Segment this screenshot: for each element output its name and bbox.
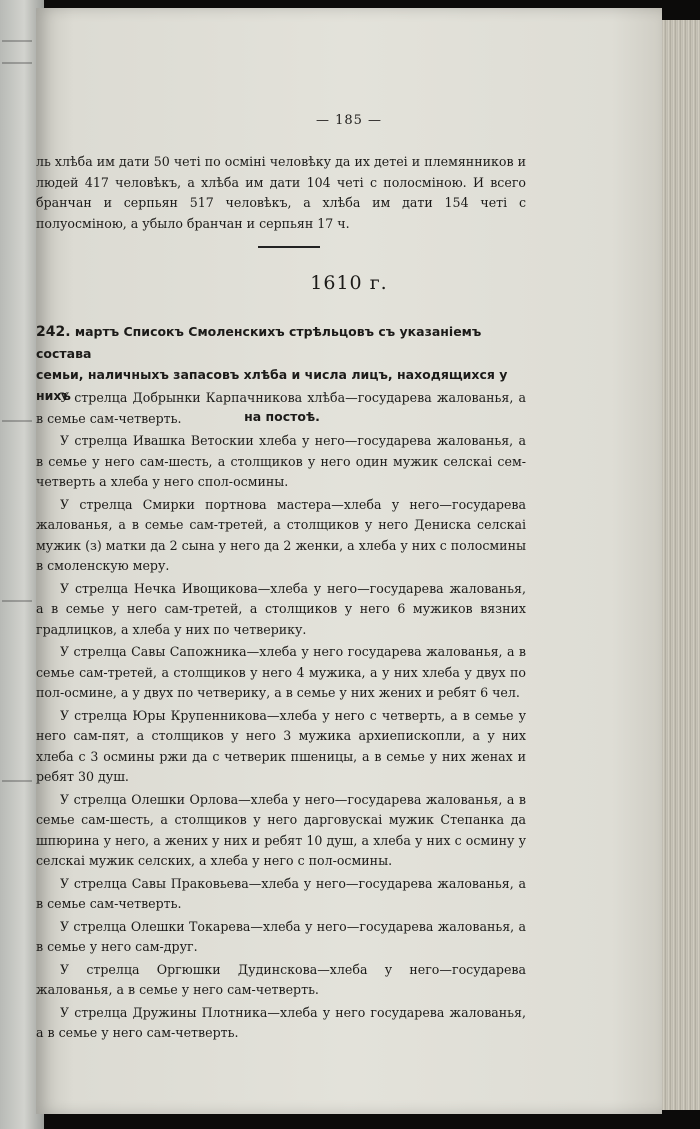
entry-paragraph: У стрелца Савы Сапожника—хлеба у него государева жалованья, а в семье сам-третей, а столщиков у него 4 мужика, а у них хлеба у двух по пол-осмине, а у двух по четверику, а в семье у них жених и ребят 6 чел. xyxy=(36,644,526,700)
document-number: 242. xyxy=(36,324,71,340)
book-page xyxy=(36,8,662,1114)
document-heading-line xyxy=(36,321,528,364)
entry-paragraph: У стрелца Смирки портнова мастера—хлеба у него—государева жалованья, а в семье сам-третей, а столщиков у него Дениска селскаі мужик (з) матки да 2 сына у него да 2 женки, а хлеба у них с полосмины в смоленскую меру. xyxy=(36,496,526,573)
facing-page-text-shadow xyxy=(2,420,32,422)
year-heading: 1610 г. xyxy=(310,272,388,294)
entry-paragraph: У стрелца Дружины Плотника—хлеба у него государева жалованья, а в семье у него сам-четверть. xyxy=(36,1004,526,1040)
entry-paragraph: У стрелца Ивашка Ветоскии хлеба у него—государева жалованья, а в семье у него сам-шесть, а столщиков у него один мужик селскаі сем-четверть а хлеба у него спол-осмины. xyxy=(36,433,526,489)
entry-paragraph: У стрелца Савы Праковьева—хлеба у него—государева жалованья, а в семье сам-четверть. xyxy=(36,875,526,911)
facing-page-text-shadow xyxy=(2,780,32,782)
entry-paragraph: У стрелца Олешки Токарева—хлеба у него—государева жалованья, а в семье у него сам-друг. xyxy=(36,918,526,954)
entry-paragraph: У стрелца Оргюшки Дудинскова—хлеба у него—государева жалованья, а в семье у него сам-четверть. xyxy=(36,961,526,997)
entries-list xyxy=(36,388,526,1046)
section-divider xyxy=(258,246,320,248)
document-title-line-2: семьи, наличныхъ запасовъ хлѣба и числа лицъ, находящихся у нихъ xyxy=(36,367,508,403)
document-title-line-3: на постоѣ. xyxy=(244,409,320,424)
facing-page-text-shadow xyxy=(2,62,32,64)
carryover-paragraph: ль хлѣба им дати 50 четі по осміні человѣку да их детеі и племянников и людей 417 человѣкъ, а хлѣба им дати 104 четі с полосміною. И всего бранчан и серпьян 517 человѣкъ, а хлѣба им дати 154 четі с полуосміною, а убыло бранчан и серпьян 17 ч. xyxy=(36,154,526,231)
document-title-line-1: мартъ Списокъ Смоленскихъ стрѣльцовъ съ указаніемъ состава xyxy=(36,324,482,361)
entry-paragraph: У стрелца Нечка Ивощикова—хлеба у него—государева жалованья, а в семье у него сам-третей, а столщиков у него 6 мужиков вязних градлицков, а хлеба у них по четверику. xyxy=(36,580,526,637)
facing-page-text-shadow xyxy=(2,40,32,42)
entry-paragraph: У стрелца Добрынки Карпачникова хлѣба—государева жалованья, а в семье сам-четверть. xyxy=(36,390,526,426)
entry-paragraph: У стрелца Олешки Орлова—хлеба у него—государева жалованья, а в семье сам-шесть, а столщиков у него дарговускаі мужик Степанка да шпюрина у него, а жених у них и ребят 10 душ, а хлеба у них с осмину у селскаі мужик селских, а хлеба у него с пол-осмины. xyxy=(36,791,526,868)
facing-page-text-shadow xyxy=(2,600,32,602)
page-number: — 185 — xyxy=(315,113,383,128)
entry-paragraph: У стрелца Юры Крупенникова—хлеба у него с четверть, а в семье у него сам-пят, а столщиков у него 3 мужика архиепископли, а у них хлеба с 3 осмины ржи да с четверик пшеницы, а в семье у них женах и ребят 30 душ. xyxy=(36,707,526,784)
